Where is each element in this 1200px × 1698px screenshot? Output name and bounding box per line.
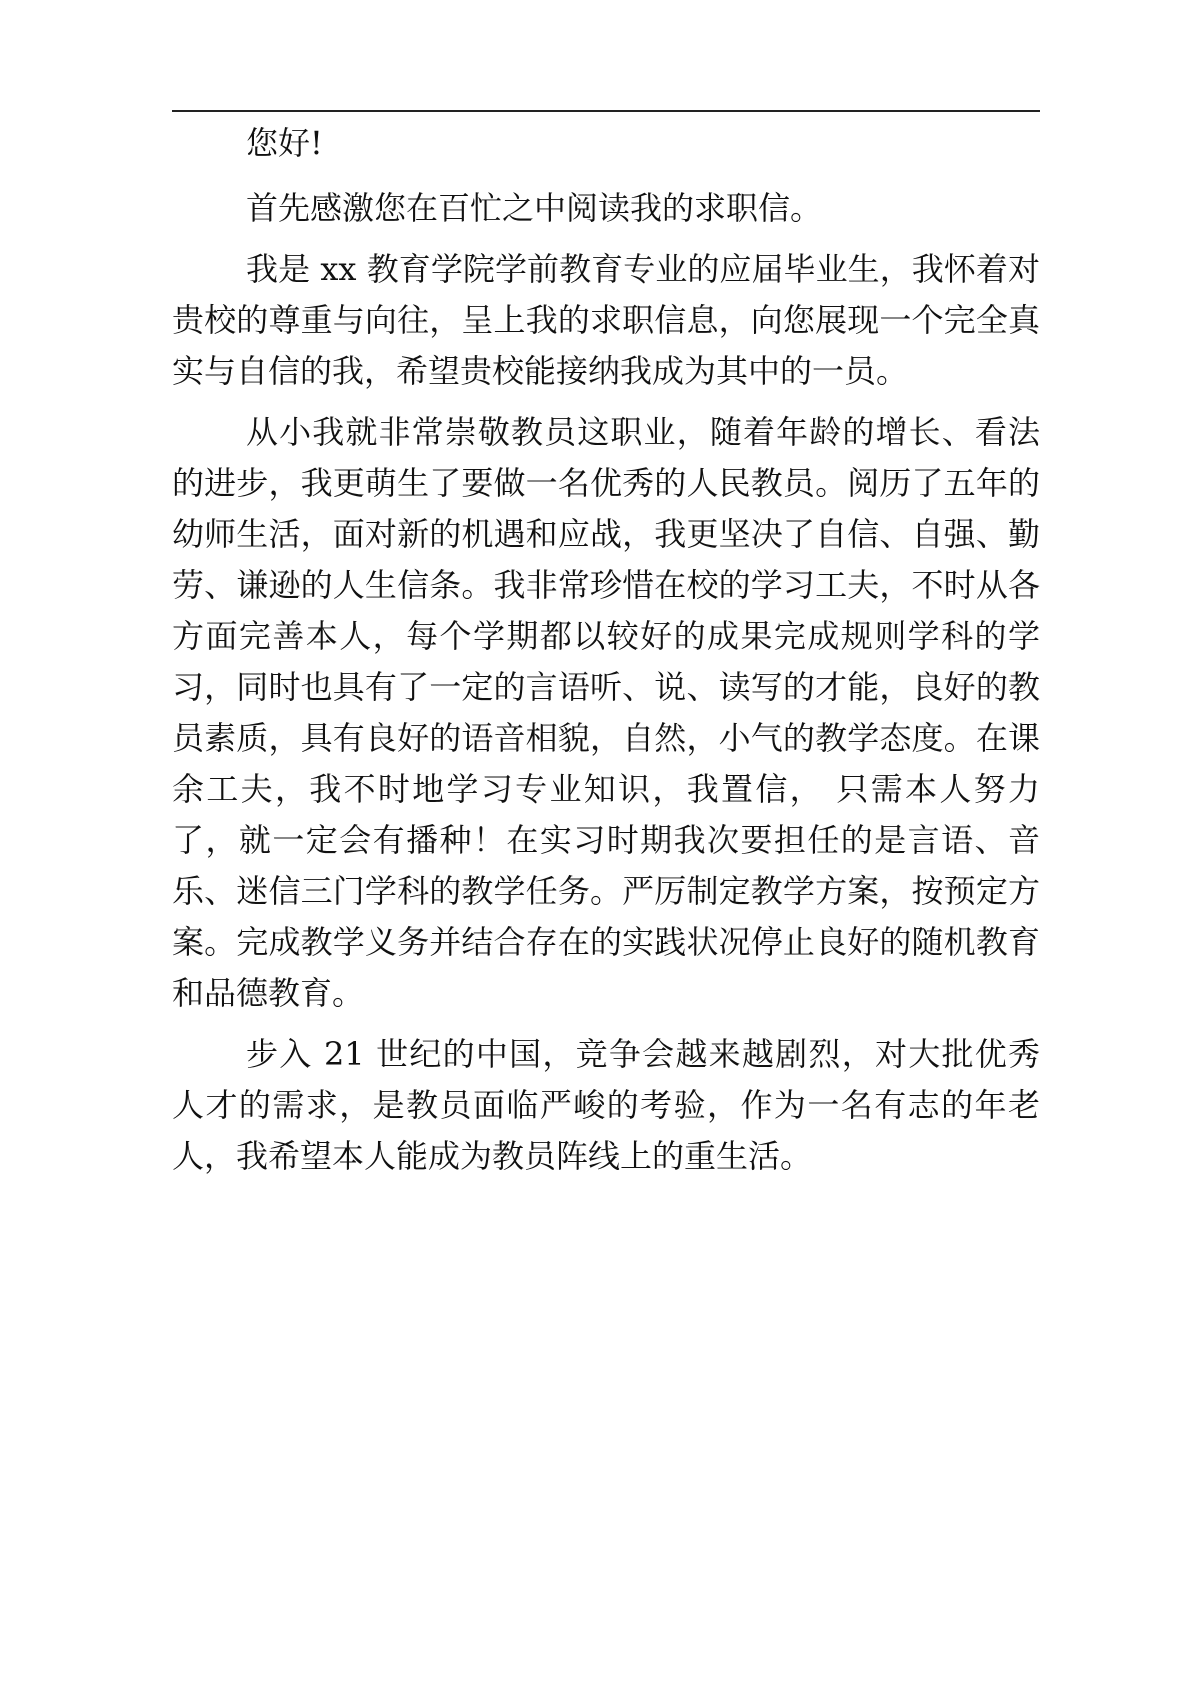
paragraph-experience: 从小我就非常崇敬教员这职业，随着年龄的增长、看法的进步，我更萌生了要做一名优秀的人民教员。阅历了五年的幼师生活，面对新的机遇和应战，我更坚决了自信、自强、勤劳、谦逊的人生信条。我非常珍惜在校的学习工夫，不时从各方面完善本人，每个学期都以较好的成果完成规则学科的学习，同时也具有了一定的言语听、说、读写的才能，良好的教员素质，具有良好的语音相貌，自然，小气的教学态度。在课余工夫，我不时地学习专业知识，我置信， 只需本人努力了，就一定会有播种！在实习时期我次要担任的是言语、音乐、迷信三门学科的教学任务。严厉制定教学方案，按预定方案。完成教学义务并结合存在的实践状况停止良好的随机教育和品德教育。 xyxy=(172,413,1040,1012)
letter-body xyxy=(172,118,1040,1192)
paragraph-introduction: 我是 xx 教育学院学前教育专业的应届毕业生，我怀着对贵校的尊重与向往，呈上我的求职信息，向您展现一个完全真实与自信的我，希望贵校能接纳我成为其中的一员。 xyxy=(172,250,1040,390)
paragraph-thanks: 首先感激您在百忙之中阅读我的求职信。 xyxy=(246,189,823,227)
header-rule xyxy=(172,110,1040,112)
paragraph-aspiration: 步入 21 世纪的中国，竞争会越来越剧烈，对大批优秀人才的需求，是教员面临严峻的考验，作为一名有志的年老人，我希望本人能成为教员阵线上的重生活。 xyxy=(172,1035,1040,1175)
greeting: 您好! xyxy=(246,124,323,162)
